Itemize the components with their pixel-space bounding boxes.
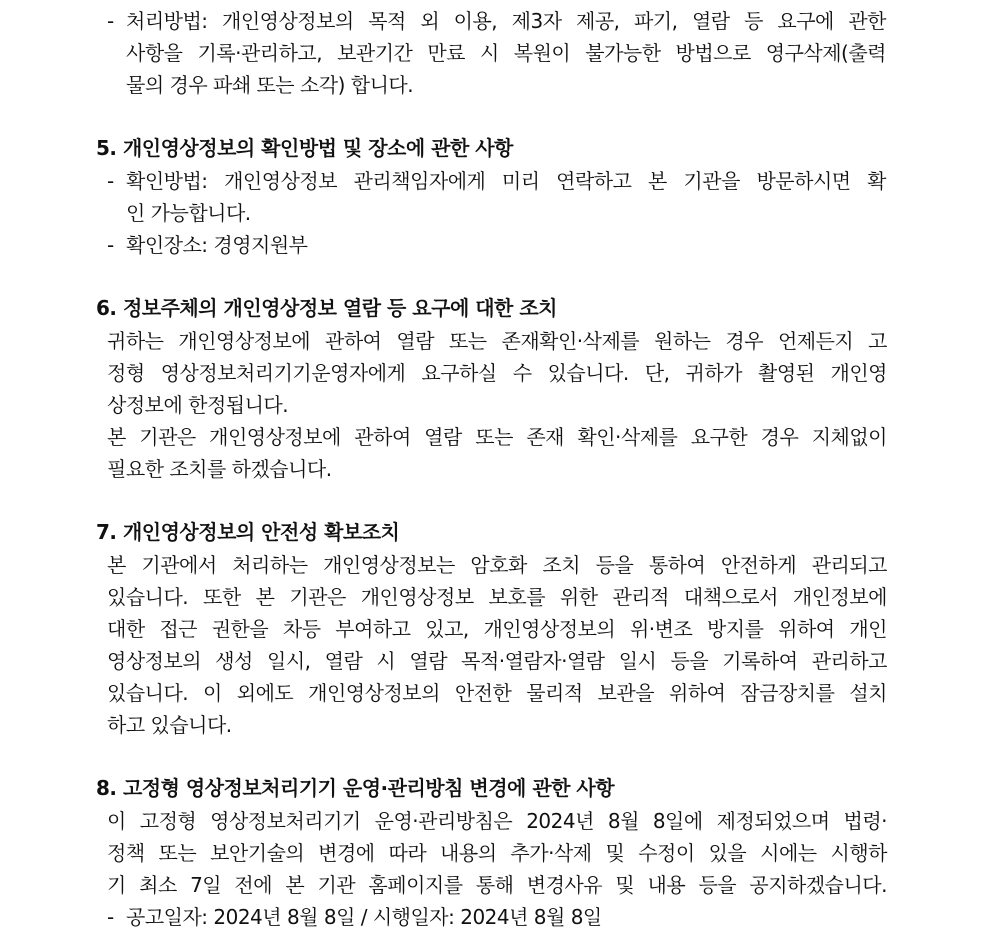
s5-method-line-2: 인 가능합니다. [126, 201, 251, 225]
s6-line-3: 상정보에 한정됩니다. [107, 393, 289, 417]
s6-line-4: 본 기관은 개인영상정보에 관하여 열람 또는 존재 확인·삭제를 요구한 경우 지체없이 [107, 425, 887, 449]
bullet-dash: - [107, 9, 115, 33]
s7-line-1: 본 기관에서 처리하는 개인영상정보는 암호화 조치 등을 통하여 안전하게 관리되고 [107, 553, 887, 577]
s7-line-4: 영상정보의 생성 일시, 열람 시 열람 목적·열람자·열람 일시 등을 기록하여 관리하고 [107, 649, 887, 673]
s8-line-3: 기 최소 7일 전에 본 기관 홈페이지를 통해 변경사유 및 내용 등을 공지하겠습니다. [107, 873, 887, 897]
s6-line-5: 필요한 조치를 하겠습니다. [107, 457, 332, 481]
s6-line-2: 정형 영상정보처리기기운영자에게 요구하실 수 있습니다. 단, 귀하가 촬영된 개인영 [107, 361, 887, 385]
bullet-dash: - [107, 905, 115, 929]
section-8-heading: 8. 고정형 영상정보처리기기 운영·관리방침 변경에 관한 사항 [96, 776, 615, 800]
bullet-dash: - [107, 169, 115, 193]
s8-dates: 공고일자: 2024년 8월 8일 / 시행일자: 2024년 8월 8일 [126, 905, 602, 929]
s8-line-1: 이 고정형 영상정보처리기기 운영·관리방침은 2024년 8월 8일에 제정되었으며 법령· [107, 809, 887, 833]
intro-line-3: 물의 경우 파쇄 또는 소각) 합니다. [126, 73, 414, 97]
s7-line-2: 있습니다. 또한 본 기관은 개인영상정보 보호를 위한 관리적 대책으로서 개인정보에 [107, 585, 887, 609]
intro-line-1: 처리방법: 개인영상정보의 목적 외 이용, 제3자 제공, 파기, 열람 등 요구에 관한 [126, 9, 886, 33]
s7-line-6: 하고 있습니다. [107, 713, 232, 737]
bullet-dash: - [107, 233, 115, 257]
s5-method-line-1: 확인방법: 개인영상정보 관리책임자에게 미리 연락하고 본 기관을 방문하시면 확 [126, 169, 886, 193]
s7-line-3: 대한 접근 권한을 차등 부여하고 있고, 개인영상정보의 위·변조 방지를 위하여 개인 [107, 617, 887, 641]
section-6-heading: 6. 정보주체의 개인영상정보 열람 등 요구에 대한 조치 [96, 296, 557, 320]
s7-line-5: 있습니다. 이 외에도 개인영상정보의 안전한 물리적 보관을 위하여 잠금장치를 설치 [107, 681, 887, 705]
section-5-heading: 5. 개인영상정보의 확인방법 및 장소에 관한 사항 [96, 136, 513, 160]
s6-line-1: 귀하는 개인영상정보에 관하여 열람 또는 존재확인·삭제를 원하는 경우 언제든지 고 [107, 329, 887, 353]
intro-line-2: 사항을 기록·관리하고, 보관기간 만료 시 복원이 불가능한 방법으로 영구삭제(출력 [126, 41, 886, 65]
s8-line-2: 정책 또는 보안기술의 변경에 따라 내용의 추가·삭제 및 수정이 있을 시에는 시행하 [107, 841, 887, 865]
s5-place: 확인장소: 경영지원부 [126, 233, 308, 257]
section-7-heading: 7. 개인영상정보의 안전성 확보조치 [96, 520, 400, 544]
